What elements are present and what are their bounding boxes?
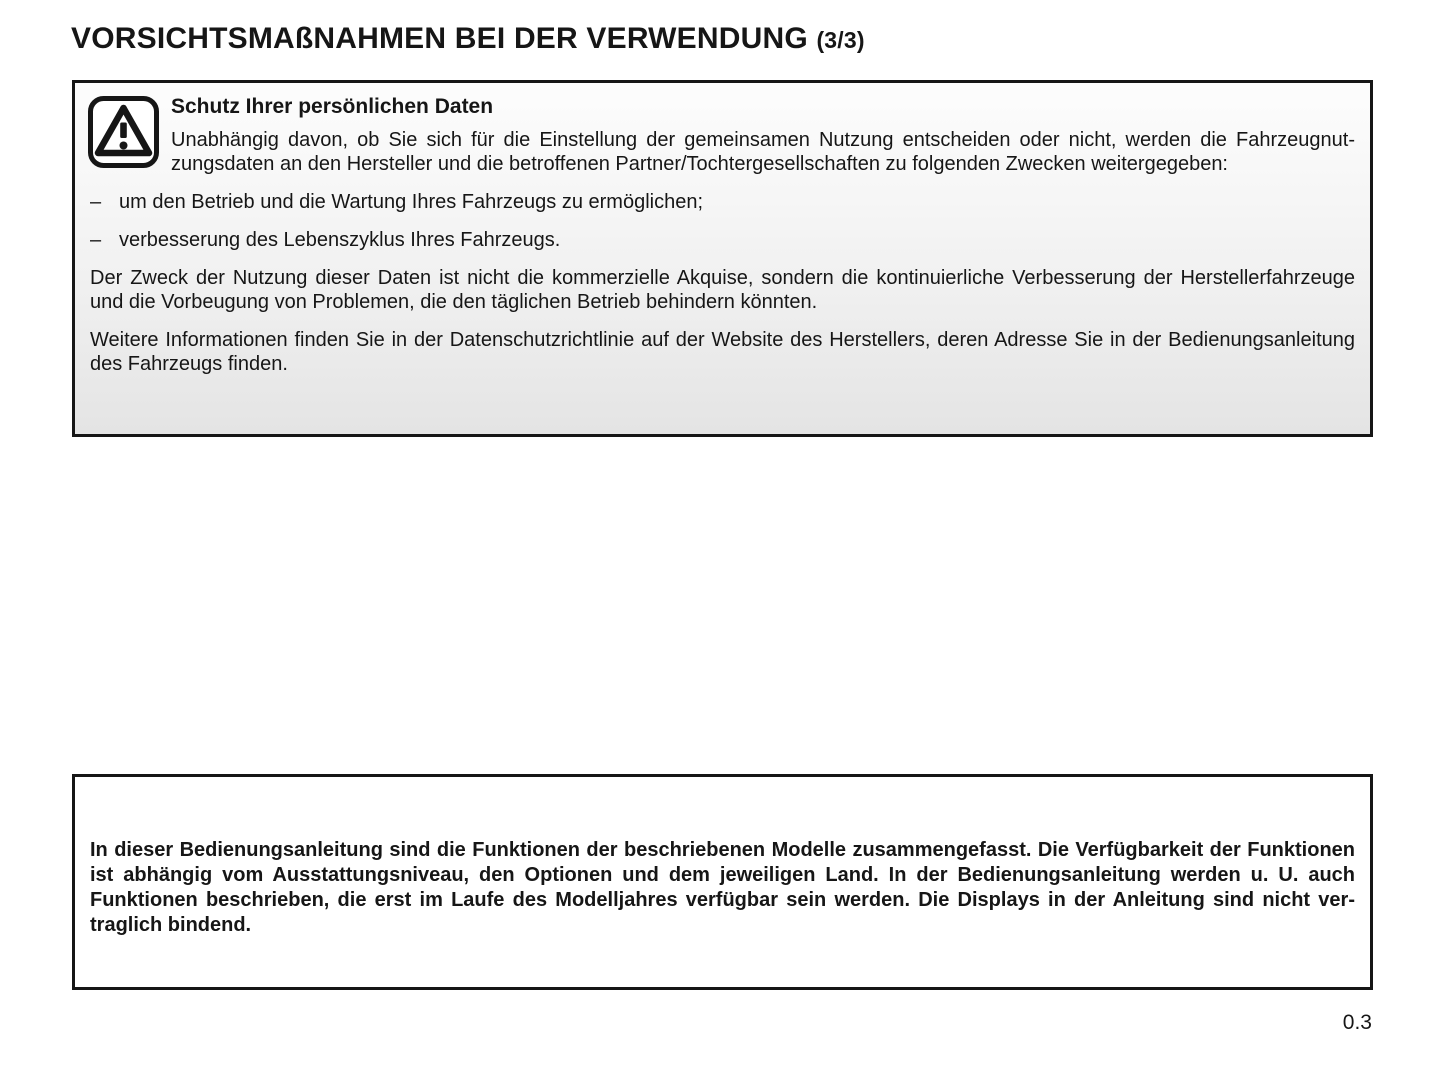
bullet-dash: – — [90, 191, 102, 214]
warning-intro-paragraph: Unabhängig davon, ob Sie sich für die Einstellung der gemeinsamen Nutzung entscheiden oder nicht, werden die Fahrzeugnutzungsdaten an den Hersteller und die betroffenen Partner/Tochtergesellschaften zu folgenden Zwecken weitergegeben: — [171, 129, 1355, 176]
warning-paragraph: Der Zweck der Nutzung dieser Daten ist nicht die kommerzielle Akquise, sondern die kontinuierliche Verbesserung der Herstellerfahrzeuge und die Vorbeugung von Problemen, die den täglichen Betrieb behindern könnten. — [90, 267, 1355, 314]
notice-text: In dieser Bedienungsanleitung sind die Funktionen der beschriebenen Modelle zusammengefasst. Die Verfügbarkeit der Funktionen ist abhängig vom Ausstattungsniveau, den Optionen und dem jeweiligen Land. In der Bedienungsanleitung werden u. U. auch Funktionen beschrieben, die erst im Laufe des Modelljahres verfügbar sein werden. Die Displays in der Anleitung sind nicht vertraglich bindend. — [90, 839, 1355, 936]
bullet-item — [90, 228, 1355, 252]
bullet-text: um den Betrieb und die Wartung Ihres Fahrzeugs zu ermöglichen; — [119, 191, 704, 214]
page-number: 0.3 — [1342, 1011, 1372, 1034]
page-title-counter: (3/3) — [816, 27, 865, 53]
warning-triangle-icon — [88, 96, 159, 173]
page-title — [71, 24, 1445, 54]
bullet-item — [90, 190, 1355, 214]
bullet-text: verbesserung des Lebenszyklus Ihres Fahrzeugs. — [119, 229, 561, 252]
warning-paragraph: Weitere Informationen finden Sie in der Datenschutzrichtlinie auf der Website des Herstellers, deren Adresse Sie in der Bedienungsanleitung des Fahrzeugs finden. — [90, 329, 1355, 376]
warning-heading: Schutz Ihrer persönlichen Daten — [171, 95, 494, 118]
availability-notice-box — [72, 774, 1373, 990]
bullet-dash: – — [90, 229, 102, 252]
privacy-warning-box — [72, 80, 1373, 437]
warning-header-text — [171, 94, 1355, 176]
page-title-text: VORSICHTSMAßNAHMEN BEI DER VERWENDUNG — [71, 22, 808, 55]
warning-header — [90, 94, 1355, 176]
